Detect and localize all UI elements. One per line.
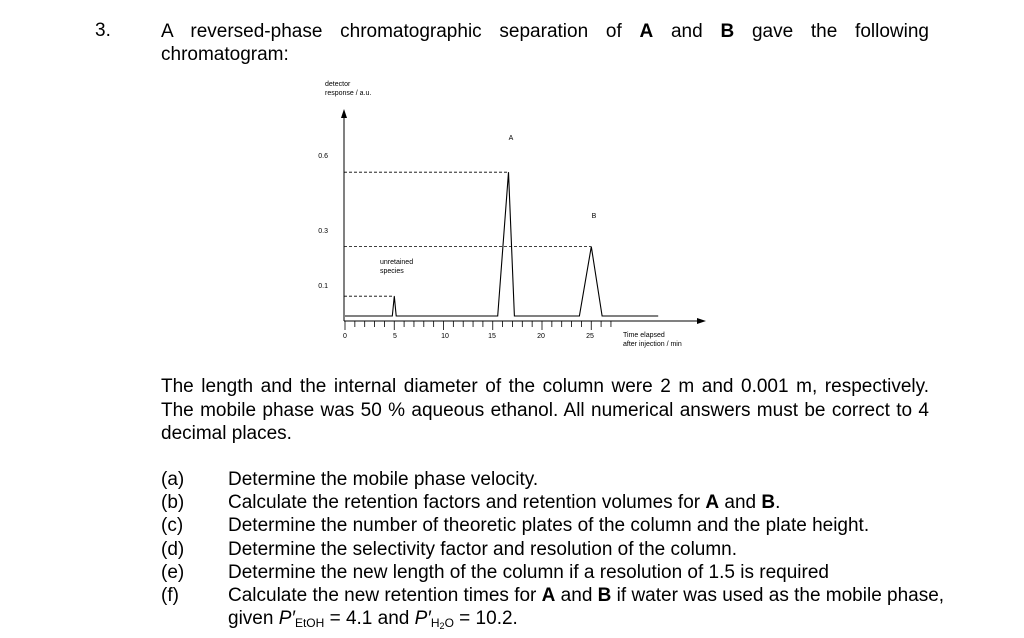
part-c <box>161 514 951 537</box>
intro-text-1: A reversed-phase chromatographic separation of <box>161 21 640 42</box>
peak-label-unretained-line2: species <box>380 268 404 275</box>
part-e <box>161 561 951 584</box>
part-b-text-3: . <box>775 492 781 514</box>
part-f <box>161 584 951 638</box>
part-f-text-1: Calculate the new retention times for <box>228 585 542 607</box>
h2o-sub-2: 2 <box>439 621 445 632</box>
h2o-subscript <box>431 616 454 630</box>
h2o-sub-o: O <box>444 616 454 631</box>
part-d <box>161 538 951 561</box>
chromatogram-chart <box>300 76 720 356</box>
question-intro <box>161 20 929 66</box>
x-axis-title-line1: Time elapsed <box>623 332 665 339</box>
part-b-text-1: Calculate the retention factors and retention volumes for <box>228 492 706 514</box>
y-axis-title-line1: detector <box>325 81 351 88</box>
x-tick-label-10: 10 <box>441 333 449 340</box>
y-tick-label-0.3: 0.3 <box>318 228 328 235</box>
intro-text-2: and <box>653 21 721 42</box>
peak-label-b: B <box>591 213 597 220</box>
x-tick-label-5: 5 <box>393 333 397 340</box>
polarity-symbol-h2o: P′ <box>414 608 431 630</box>
part-d-text: Determine the selectivity factor and resolution of the column. <box>228 538 738 560</box>
peak-label-unretained-line1: unretained <box>380 259 414 266</box>
part-b <box>161 491 951 514</box>
part-e-label: (e) <box>161 561 185 583</box>
part-a-label: (a) <box>161 469 185 490</box>
part-f-text <box>228 584 951 638</box>
part-b-compound-b: B <box>761 492 776 514</box>
x-tick-label-25: 25 <box>586 333 594 340</box>
x-tick-label-0: 0 <box>343 333 347 340</box>
y-axis-arrow <box>341 109 347 118</box>
part-f-text-3: if water was used as the mobile phase, given <box>228 585 945 630</box>
question-parts <box>161 468 951 638</box>
column-description: The length and the internal diameter of the column were 2 m and 0.001 m, respectively. The mobile phase was 50 % aqueous ethanol. All numerical answers must be correct to 4 decimal places. <box>161 376 929 444</box>
x-tick-label-15: 15 <box>488 333 496 340</box>
part-b-text-2: and <box>719 492 762 514</box>
x-axis-title-line2: after injection / min <box>623 341 682 348</box>
part-e-text: Determine the new length of the column if a resolution of 1.5 is required <box>228 561 829 583</box>
part-f-compound-a: A <box>541 585 556 607</box>
part-b-label: (b) <box>161 492 185 514</box>
x-tick-label-20: 20 <box>537 333 545 340</box>
etoh-polarity-value: = 4.1 and <box>324 608 415 630</box>
part-b-text <box>228 491 951 514</box>
part-a <box>161 468 951 491</box>
etoh-subscript: EtOH <box>294 616 325 631</box>
part-f-compound-b: B <box>597 585 612 607</box>
part-c-label: (c) <box>161 515 184 537</box>
part-b-compound-a: A <box>705 492 720 514</box>
peak-label-a: A <box>508 135 514 142</box>
y-tick-label-0.1: 0.1 <box>318 283 328 290</box>
compound-b-label: B <box>720 21 735 42</box>
x-axis-arrow <box>697 318 706 324</box>
y-tick-label-0.6: 0.6 <box>318 153 328 160</box>
compound-a-label: A <box>639 21 654 42</box>
part-f-text-2: and <box>555 585 598 607</box>
chromatogram-trace <box>345 172 658 316</box>
y-axis-title-line2: response / a.u. <box>325 90 372 97</box>
h2o-polarity-value: = 10.2. <box>453 608 518 630</box>
h2o-sub-h: H <box>430 616 440 631</box>
polarity-symbol-etoh: P′ <box>278 608 295 630</box>
part-a-text: Determine the mobile phase velocity. <box>228 469 539 490</box>
part-c-text: Determine the number of theoretic plates of the column and the plate height. <box>228 515 870 537</box>
intro-text-3: gave the following chromatogram: <box>161 21 929 65</box>
part-f-label: (f) <box>161 585 179 607</box>
part-d-label: (d) <box>161 538 185 560</box>
question-number: 3. <box>95 20 111 41</box>
